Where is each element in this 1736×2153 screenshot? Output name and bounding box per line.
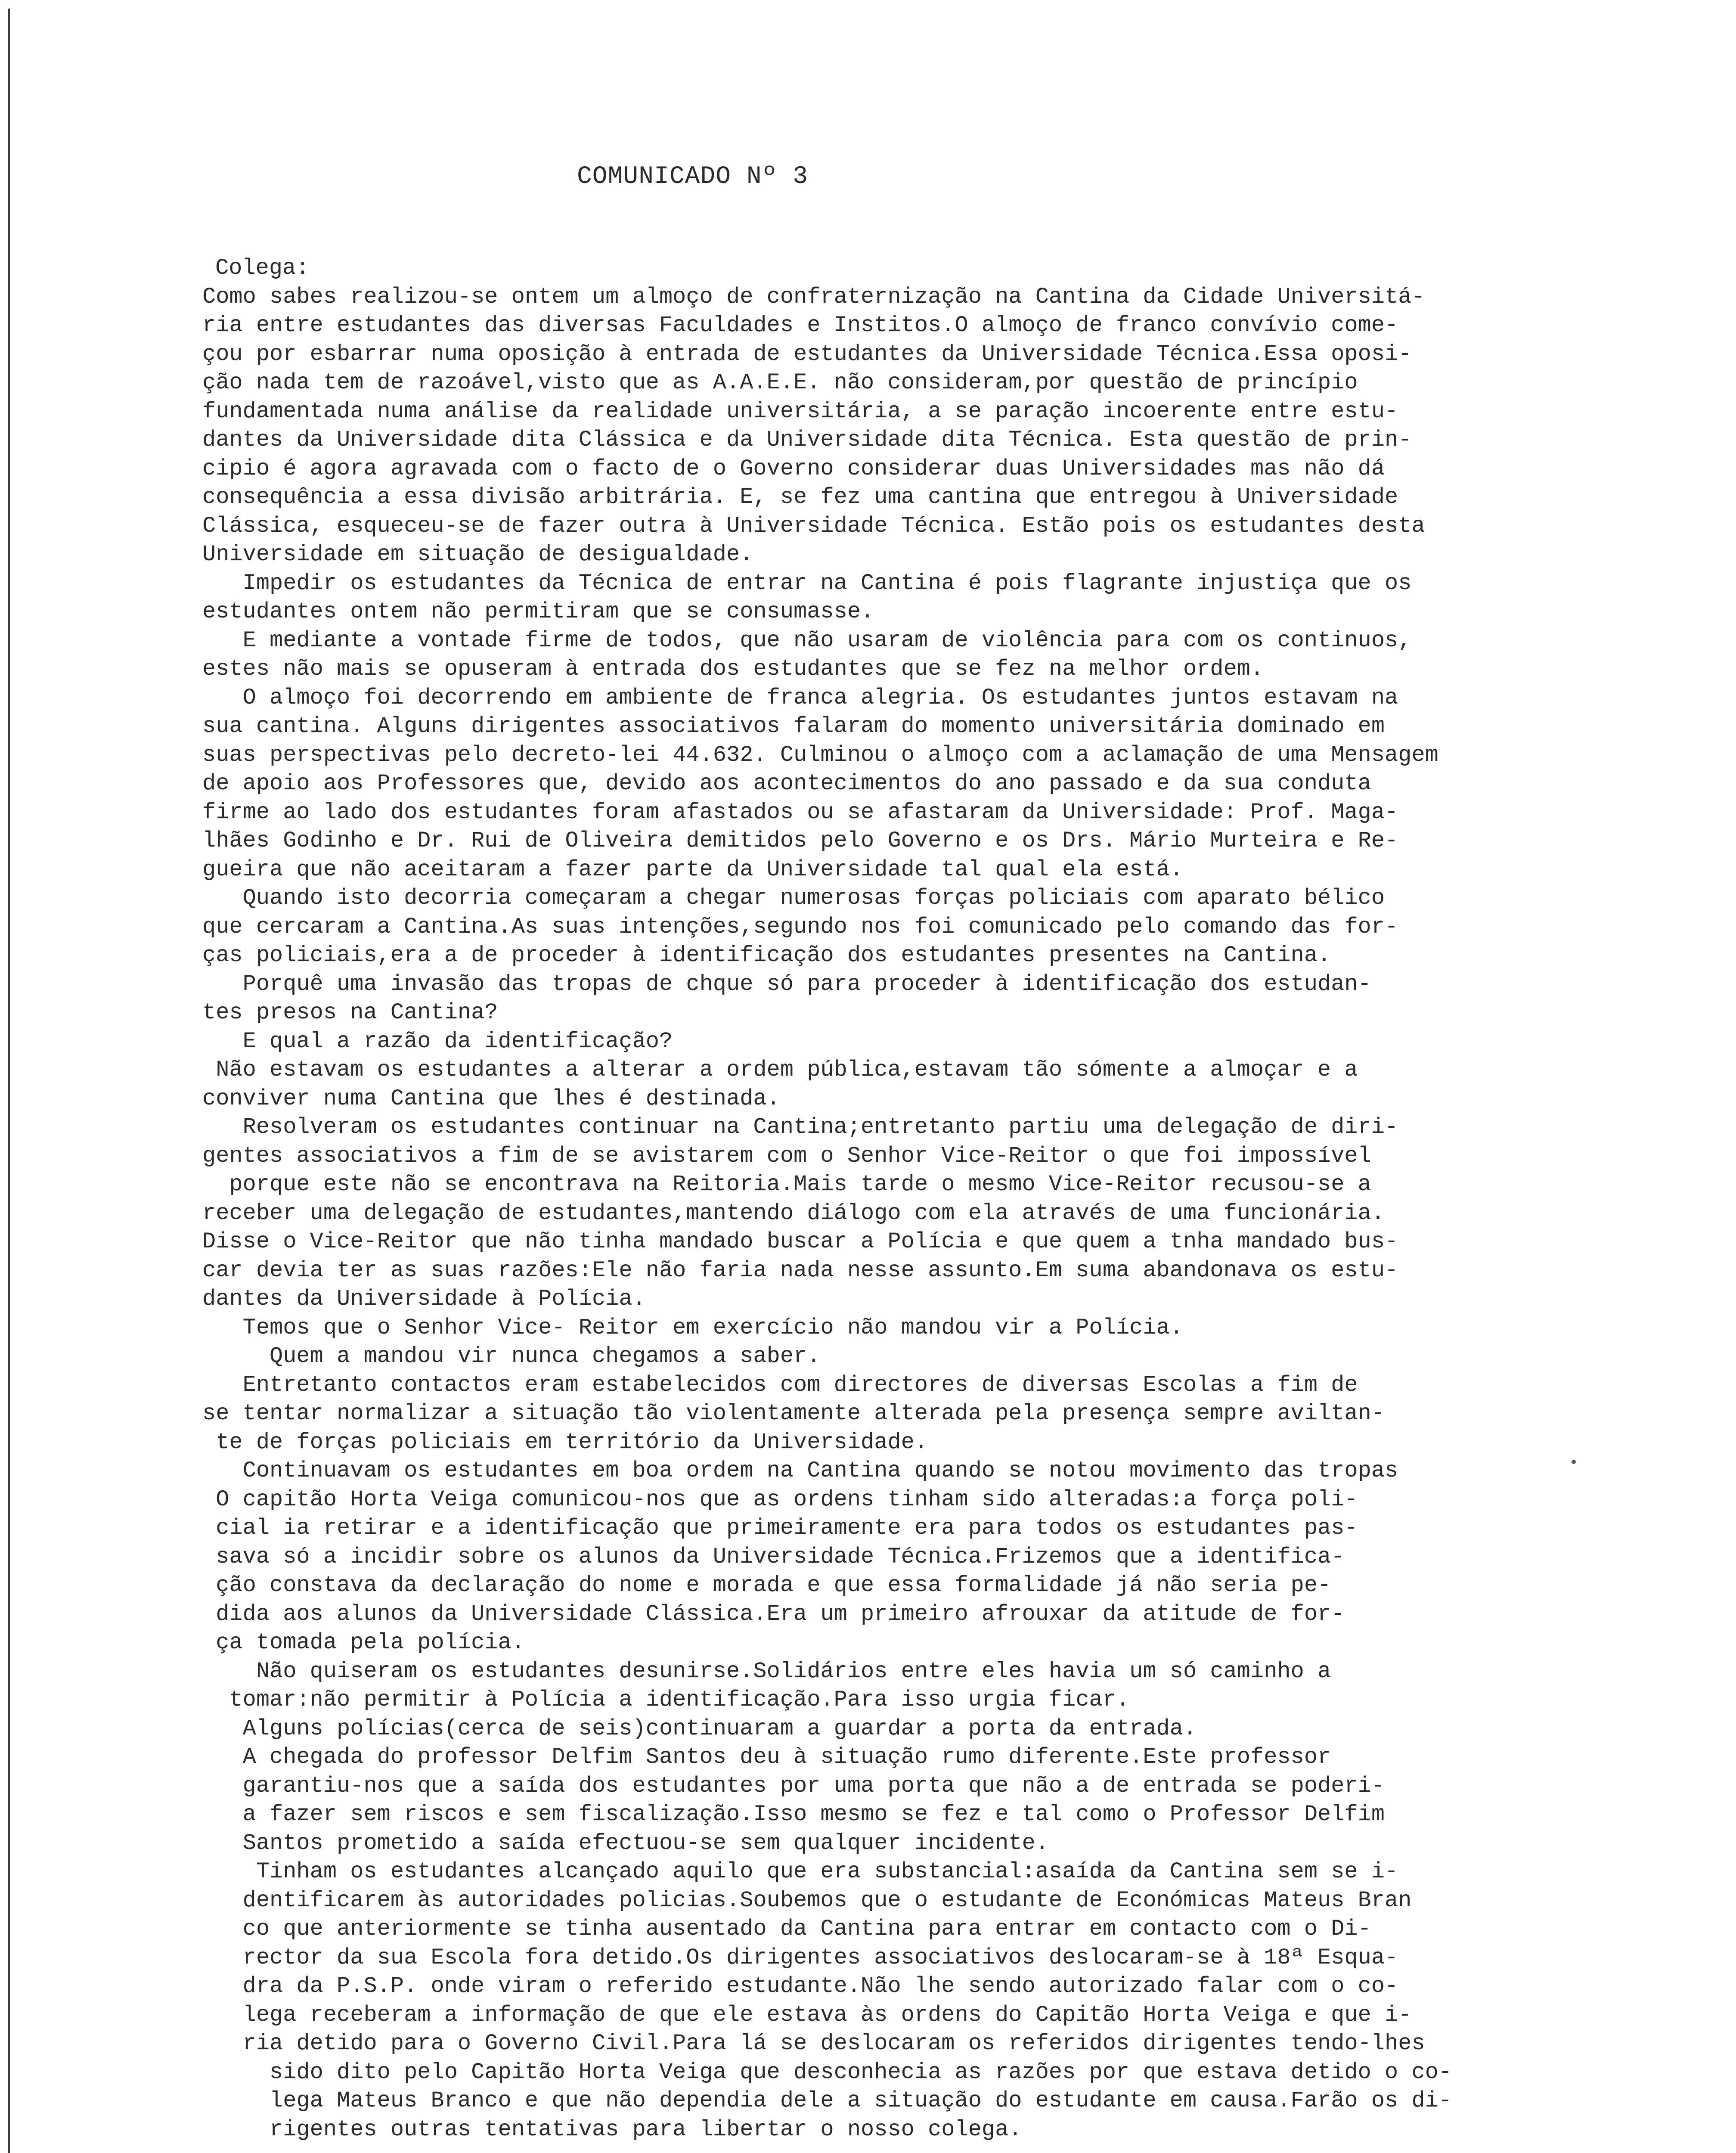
text-line: Não estavam os estudantes a alterar a ordem pública,estavam tão sómente a almoçar e a bbox=[202, 1057, 1358, 1083]
text-line: dantes da Universidade à Polícia. bbox=[202, 1286, 646, 1312]
text-line: dantes da Universidade dita Clássica e da Universidade dita Técnica. Esta questão de prin- bbox=[202, 427, 1412, 453]
text-line: tomar:não permitir à Polícia a identificação.Para isso urgia ficar. bbox=[202, 1687, 1130, 1712]
text-line: firme ao lado dos estudantes foram afastados ou se afastaram da Universidade: Prof. Maga- bbox=[202, 799, 1398, 825]
text-line: se tentar normalizar a situação tão violentamente alterada pela presença sempre aviltan- bbox=[202, 1401, 1385, 1426]
text-line: cipio é agora agravada com o facto de o Governo considerar duas Universidades mas não dá bbox=[202, 456, 1385, 481]
text-line: car devia ter as suas razões:Ele não faria nada nesse assunto.Em suma abandonava os estu- bbox=[202, 1257, 1398, 1283]
text-line: Universidade em situação de desigualdade. bbox=[202, 542, 753, 567]
text-line: Temos que o Senhor Vice- Reitor em exercício não mandou vir a Polícia. bbox=[202, 1315, 1183, 1340]
text-line: E mediante a vontade firme de todos, que não usaram de violência para com os continuos, bbox=[202, 627, 1412, 653]
text-line: Como sabes realizou-se ontem um almoço de confraternização na Cantina da Cidade Universitá- bbox=[202, 284, 1425, 310]
text-line: cial ia retirar e a identificação que primeiramente era para todos os estudantes pas- bbox=[202, 1515, 1358, 1541]
text-line: çou por esbarrar numa oposição à entrada de estudantes da Universidade Técnica.Essa oposi- bbox=[202, 341, 1412, 367]
text-line: sava só a incidir sobre os alunos da Universidade Técnica.Frizemos que a identifica- bbox=[202, 1544, 1345, 1570]
text-line: co que anteriormente se tinha ausentado da Cantina para entrar em contacto com o Di- bbox=[202, 1916, 1371, 1942]
document-title: COMUNICADO Nº 3 bbox=[577, 163, 809, 191]
text-line: O capitão Horta Veiga comunicou-nos que as ordens tinham sido alteradas:a força poli- bbox=[202, 1486, 1358, 1512]
text-line: suas perspectivas pelo decreto-lei 44.632. Culminou o almoço com a aclamação de uma Mensagem bbox=[202, 742, 1438, 768]
text-line: Não quiseram os estudantes desunirse.Solidários entre eles havia um só caminho a bbox=[202, 1658, 1331, 1684]
text-line: dra da P.S.P. onde viram o referido estudante.Não lhe sendo autorizado falar com o co- bbox=[202, 1973, 1398, 1999]
salutation: Colega: bbox=[215, 255, 310, 281]
text-line: Disse o Vice-Reitor que não tinha mandado buscar a Polícia e que quem a tnha mandado bus- bbox=[202, 1229, 1398, 1254]
text-line: Continuavam os estudantes em boa ordem na Cantina quando se notou movimento das tropas bbox=[202, 1458, 1398, 1483]
left-page-border bbox=[8, 9, 10, 2153]
text-line: Clássica, esqueceu-se de fazer outra à Universidade Técnica. Estão pois os estudantes desta bbox=[202, 513, 1425, 539]
text-line: gueira que não aceitaram a fazer parte da Universidade tal qual ela está. bbox=[202, 856, 1183, 882]
text-line: Porquê uma invasão das tropas de chque só para proceder à identificação dos estudan- bbox=[202, 971, 1371, 997]
text-line: gentes associativos a fim de se avistarem com o Senhor Vice-Reitor o que foi impossível bbox=[202, 1143, 1371, 1169]
text-line: ças policiais,era a de proceder à identificação dos estudantes presentes na Cantina. bbox=[202, 943, 1331, 968]
text-line: estes não mais se opuseram à entrada dos estudantes que se fez na melhor ordem. bbox=[202, 656, 1264, 682]
text-line: rigentes outras tentativas para libertar o nosso colega. bbox=[202, 2116, 1022, 2142]
text-line: estudantes ontem não permitiram que se consumasse. bbox=[202, 599, 874, 624]
document-body bbox=[202, 254, 1572, 2144]
text-line: Impedir os estudantes da Técnica de entrar na Cantina é pois flagrante injustiça que os bbox=[202, 570, 1412, 596]
text-line: Resolveram os estudantes continuar na Cantina;entretanto partiu uma delegação de diri- bbox=[202, 1114, 1398, 1140]
text-line: porque este não se encontrava na Reitoria.Mais tarde o mesmo Vice-Reitor recusou-se a bbox=[202, 1172, 1371, 1197]
text-line: Quando isto decorria começaram a chegar numerosas forças policiais com aparato bélico bbox=[202, 885, 1385, 911]
text-line: Quem a mandou vir nunca chegamos a saber. bbox=[202, 1343, 821, 1369]
text-line: conviver numa Cantina que lhes é destinada. bbox=[202, 1086, 780, 1111]
text-line: ria entre estudantes das diversas Faculdades e Institos.O almoço de franco convívio come- bbox=[202, 313, 1398, 338]
body-lines bbox=[202, 283, 1572, 2144]
text-line: fundamentada numa análise da realidade universitária, a se paração incoerente entre estu- bbox=[202, 398, 1398, 424]
text-line: Alguns polícias(cerca de seis)continuaram a guardar a porta da entrada. bbox=[202, 1716, 1197, 1741]
text-line: E qual a razão da identificação? bbox=[202, 1028, 673, 1054]
text-line: garantiu-nos que a saída dos estudantes por uma porta que não a de entrada se poderi- bbox=[202, 1773, 1385, 1799]
text-line: ria detido para o Governo Civil.Para lá se deslocaram os referidos dirigentes tendo-lhes bbox=[202, 2031, 1425, 2056]
text-line: dida aos alunos da Universidade Clássica.Era um primeiro afrouxar da atitude de for- bbox=[202, 1601, 1345, 1627]
text-line: te de forças policiais em território da Universidade. bbox=[202, 1429, 928, 1455]
text-line: O almoço foi decorrendo em ambiente de franca alegria. Os estudantes juntos estavam na bbox=[202, 685, 1398, 710]
text-line: sido dito pelo Capitão Horta Veiga que desconhecia as razões por que estava detido o co- bbox=[202, 2059, 1452, 2085]
text-line: lhães Godinho e Dr. Rui de Oliveira demitidos pelo Governo e os Drs. Mário Murteira e Re- bbox=[202, 828, 1398, 853]
text-line: Tinham os estudantes alcançado aquilo que era substancial:asaída da Cantina sem se i- bbox=[202, 1859, 1398, 1884]
text-line: a fazer sem riscos e sem fiscalização.Isso mesmo se fez e tal como o Professor Delfim bbox=[202, 1802, 1385, 1827]
text-line: Entretanto contactos eram estabelecidos com directores de diversas Escolas a fim de bbox=[202, 1372, 1358, 1398]
text-line: ção nada tem de razoável,visto que as A.A.E.E. não consideram,por questão de princípio bbox=[202, 370, 1358, 395]
margin-mark bbox=[1572, 1460, 1576, 1464]
text-line: lega receberam a informação de que ele estava às ordens do Capitão Horta Veiga e que i- bbox=[202, 2002, 1412, 2028]
text-line: rector da sua Escola fora detido.Os dirigentes associativos deslocaram-se à 18ª Esqua- bbox=[202, 1945, 1398, 1970]
text-line: de apoio aos Professores que, devido aos acontecimentos do ano passado e da sua conduta bbox=[202, 771, 1371, 796]
text-line: Santos prometido a saída efectuou-se sem qualquer incidente. bbox=[202, 1830, 1049, 1856]
text-line: consequência a essa divisão arbitrária. E, se fez uma cantina que entregou à Universidade bbox=[202, 484, 1398, 510]
text-line: ção constava da declaração do nome e morada e que essa formalidade já não seria pe- bbox=[202, 1573, 1331, 1598]
text-line: ça tomada pela polícia. bbox=[202, 1630, 525, 1655]
text-line: sua cantina. Alguns dirigentes associativos falaram do momento universitária dominado em bbox=[202, 714, 1385, 739]
text-line: receber uma delegação de estudantes,mantendo diálogo com ela através de uma funcionária. bbox=[202, 1200, 1385, 1226]
text-line: A chegada do professor Delfim Santos deu à situação rumo diferente.Este professor bbox=[202, 1744, 1331, 1770]
text-line: lega Mateus Branco e que não dependia dele a situação do estudante em causa.Farão os di- bbox=[202, 2088, 1452, 2113]
text-line: tes presos na Cantina? bbox=[202, 1000, 498, 1025]
text-line: que cercaram a Cantina.As suas intenções,segundo nos foi comunicado pelo comando das for- bbox=[202, 914, 1398, 940]
text-line: dentificarem às autoridades policias.Soubemos que o estudante de Económicas Mateus Bran bbox=[202, 1887, 1412, 1913]
